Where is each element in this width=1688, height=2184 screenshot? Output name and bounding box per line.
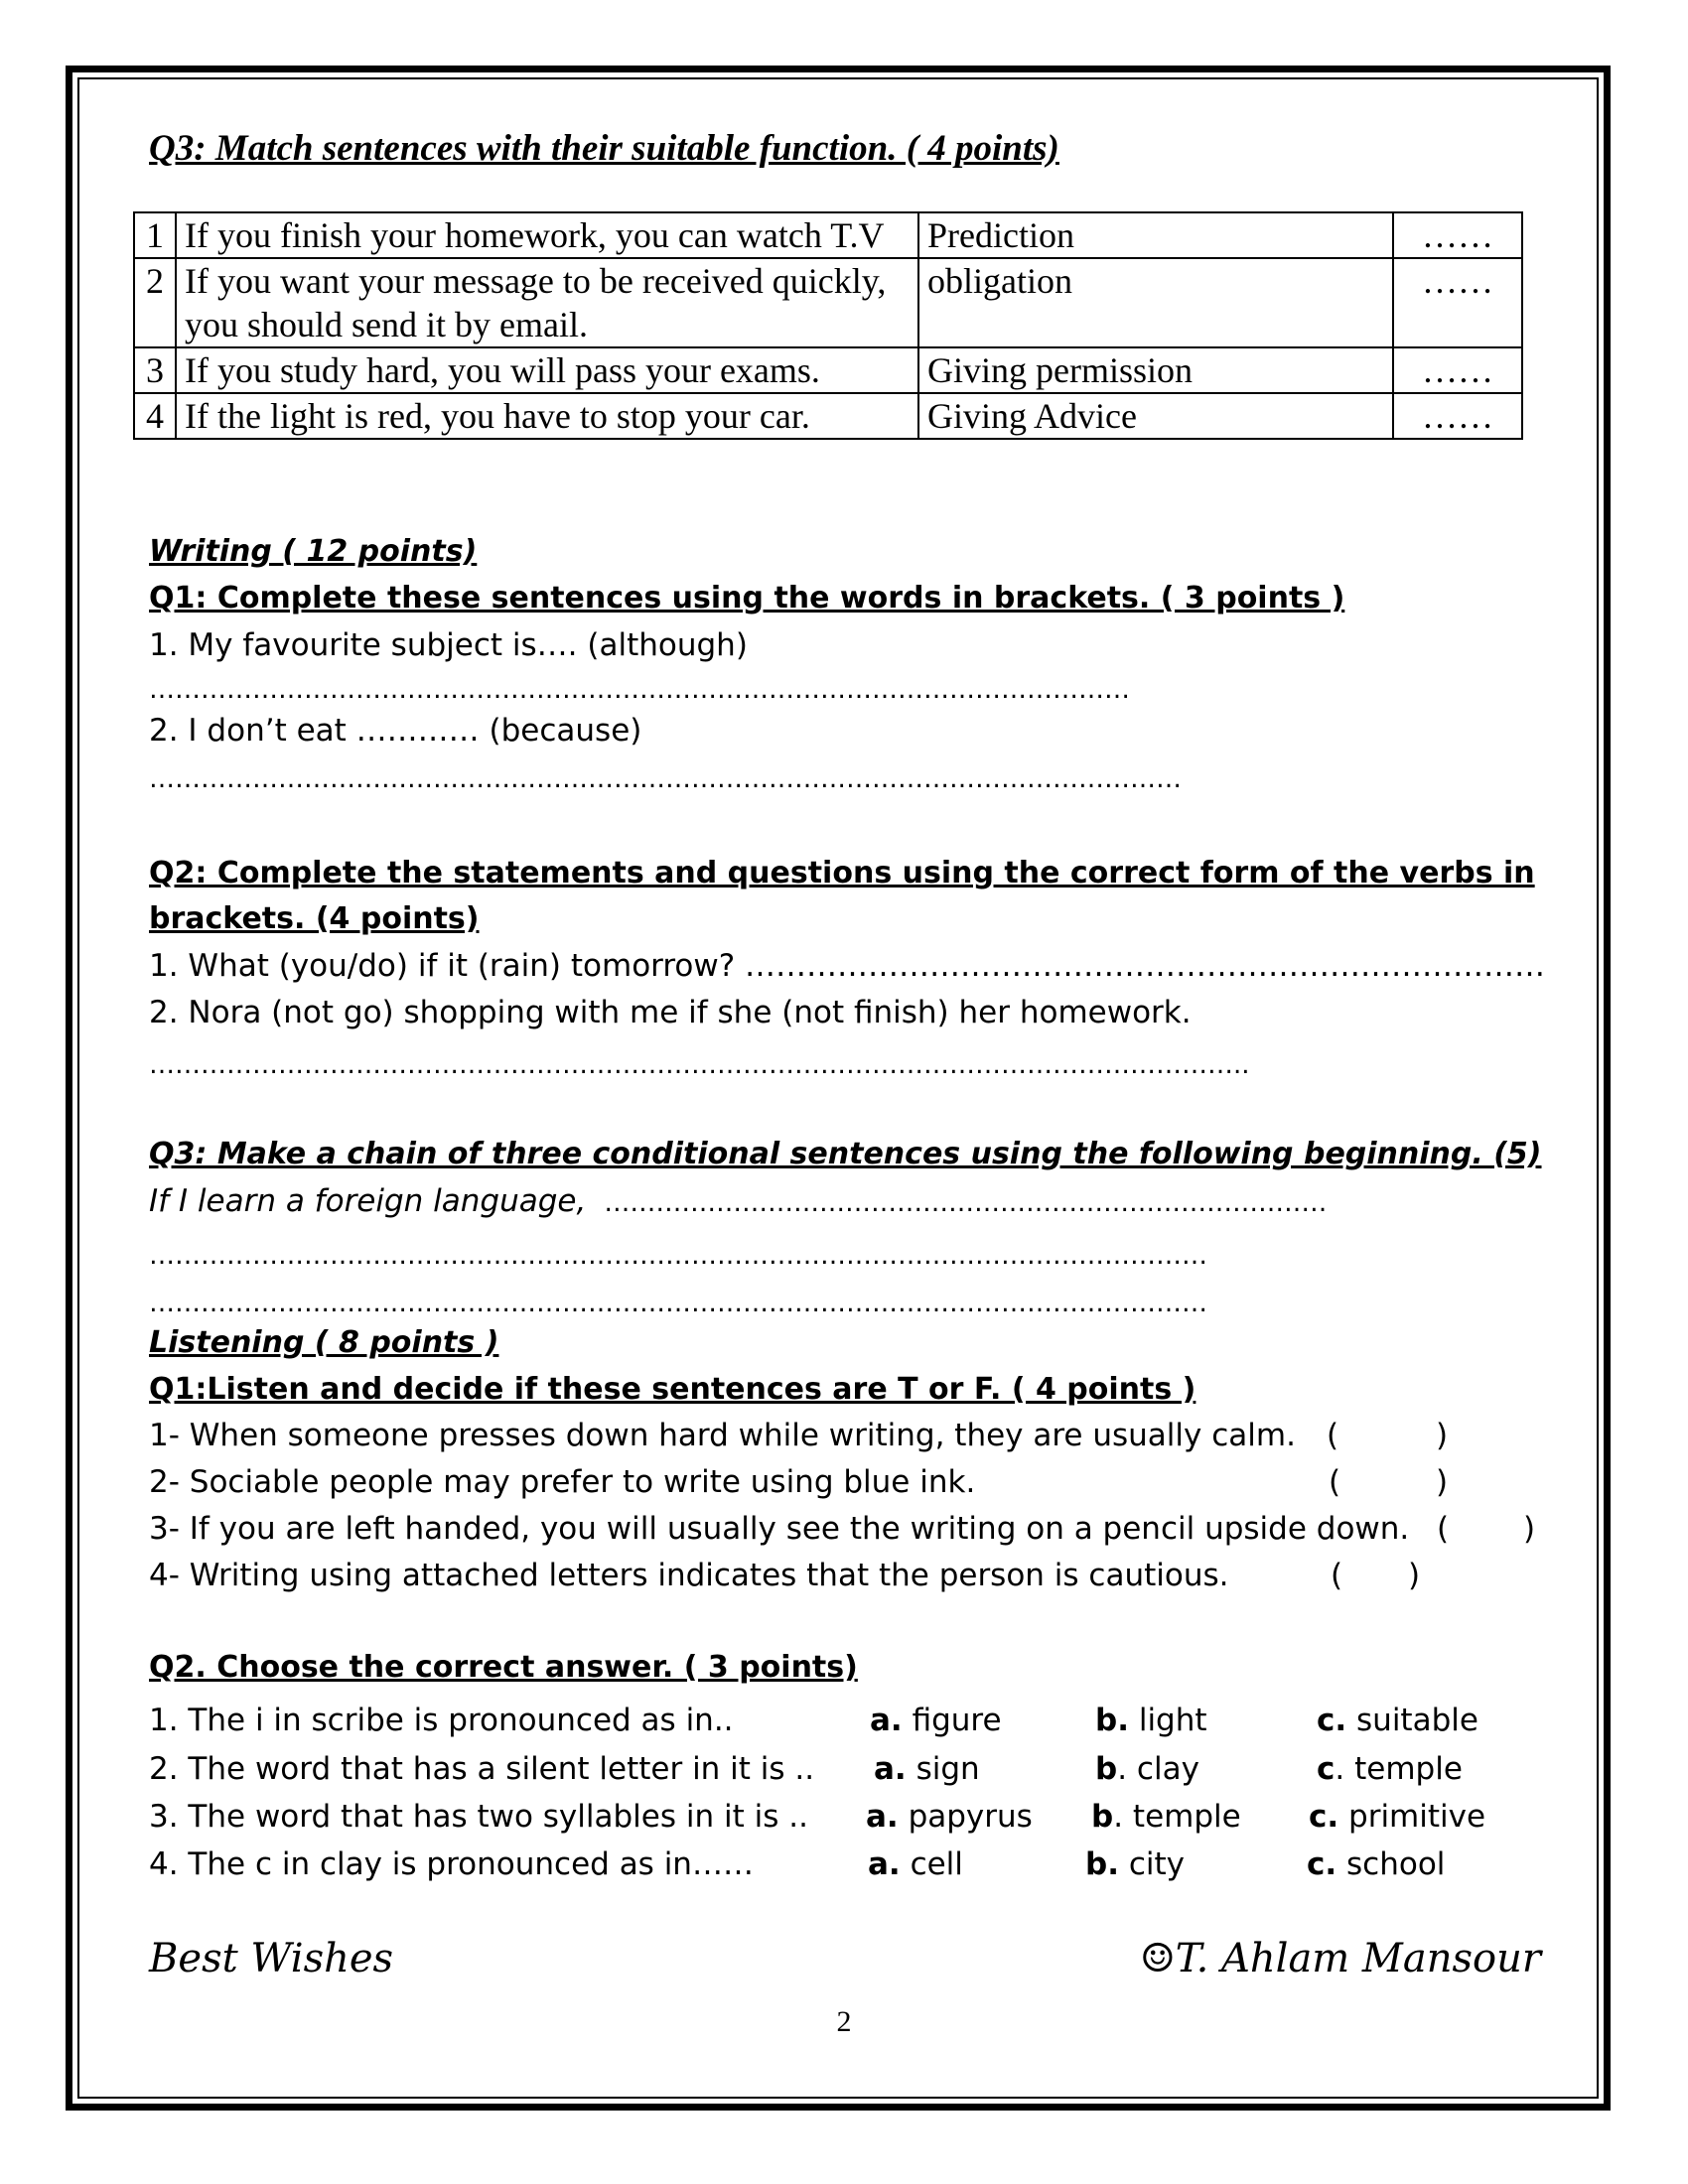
option-text: papyrus [908, 1799, 1033, 1835]
option-letter: c. [1307, 1846, 1337, 1882]
best-wishes: Best Wishes [149, 1936, 394, 1981]
tf-open-paren: ( [1329, 1464, 1341, 1500]
match-row-sentence: If you study hard, you will pass your exams. [176, 347, 918, 393]
writing-q2-item-1: 1. What (you/do) if it (rain) tomorrow? …………………………………………………………………… [149, 948, 1546, 984]
option-text: . temple [1335, 1751, 1463, 1787]
tf-close-paren: ) [1436, 1464, 1449, 1500]
writing-q3-heading: Q3: Make a chain of three conditional sentences using the following beginning. (5) [149, 1137, 1542, 1171]
match-row-function: Giving Advice [918, 393, 1393, 439]
option-text: light [1138, 1703, 1207, 1738]
option-text: cell [910, 1846, 963, 1882]
writing-q1-item-1: 1. My favourite subject is…. (although) [149, 627, 748, 663]
mcq-item-4-option-b[interactable] [1085, 1846, 1185, 1882]
mcq-item-3-option-a[interactable] [866, 1799, 1033, 1835]
match-row-answer-blank[interactable]: …… [1393, 258, 1522, 347]
option-letter: b [1095, 1751, 1118, 1787]
mcq-item-1-stem: 1. The i in scribe is pronounced as in.. [149, 1703, 734, 1738]
option-text: figure [912, 1703, 1002, 1738]
listening-q1-item-2: 2- Sociable people may prefer to write using blue ink. [149, 1464, 976, 1500]
match-row [134, 347, 1522, 393]
option-letter: a. [874, 1751, 907, 1787]
match-row-answer-blank[interactable]: …… [1393, 212, 1522, 258]
option-letter: a. [870, 1703, 903, 1738]
match-row-answer-blank[interactable]: …… [1393, 393, 1522, 439]
tf-open-paren: ( [1437, 1511, 1450, 1547]
mcq-item-1-option-c[interactable] [1317, 1703, 1478, 1738]
page-number: 2 [836, 2005, 852, 2038]
writing-heading: Writing ( 12 points) [149, 534, 478, 569]
option-letter: a. [866, 1799, 899, 1835]
match-row-number: 3 [134, 347, 176, 393]
listening-q1-item-3: 3- If you are left handed, you will usually see the writing on a pencil upside down. [149, 1511, 1410, 1547]
writing-q3-answer-line-1[interactable]: …………………………………………………………………………………………………………… [149, 1241, 1207, 1271]
writing-q2-item-2: 2. Nora (not go) shopping with me if she (not finish) her homework. [149, 995, 1192, 1030]
match-row-number: 4 [134, 393, 176, 439]
match-table [133, 211, 1523, 440]
match-row-function: Giving permission [918, 347, 1393, 393]
option-letter: b. [1085, 1846, 1119, 1882]
option-text: school [1346, 1846, 1446, 1882]
mcq-item-3-option-c[interactable] [1309, 1799, 1485, 1835]
option-text: city [1128, 1846, 1185, 1882]
writing-q2-heading-line-2: brackets. (4 points) [149, 901, 480, 936]
option-letter: b. [1095, 1703, 1129, 1738]
option-letter: b [1091, 1799, 1114, 1835]
option-letter: a. [868, 1846, 901, 1882]
match-row-number: 2 [134, 258, 176, 347]
writing-q3-answer-line-2[interactable]: …………………………………………………………………………………………………………… [149, 1289, 1207, 1318]
mcq-item-4-option-c[interactable] [1307, 1846, 1445, 1882]
q3-match-heading: Q3: Match sentences with their suitable function. ( 4 points) [149, 128, 1059, 169]
mcq-item-3-stem: 3. The word that has two syllables in it is .. [149, 1799, 808, 1835]
option-text: . temple [1113, 1799, 1241, 1835]
writing-q1-item-2: 2. I don’t eat ………… (because) [149, 713, 642, 749]
option-letter: c. [1309, 1799, 1339, 1835]
writing-q3-starter: If I learn a foreign language, [149, 1183, 587, 1219]
match-row-sentence: If you finish your homework, you can watch T.V [176, 212, 918, 258]
option-letter: c. [1317, 1703, 1347, 1738]
listening-q1-item-1: 1- When someone presses down hard while writing, they are usually calm. [149, 1418, 1296, 1453]
writing-q3-starter-line [149, 1183, 1327, 1219]
writing-q1-answer-line-1[interactable]: …………………………………………………………………………………………………… [149, 675, 1130, 705]
tf-open-paren: ( [1327, 1418, 1339, 1453]
mcq-item-1-option-a[interactable] [870, 1703, 1002, 1738]
mcq-item-1-option-b[interactable] [1095, 1703, 1207, 1738]
match-row [134, 212, 1522, 258]
listening-q1-item-4: 4- Writing using attached letters indicates that the person is cautious. [149, 1558, 1229, 1593]
match-row-answer-blank[interactable]: …… [1393, 347, 1522, 393]
mcq-item-3-option-b[interactable] [1091, 1799, 1241, 1835]
match-row-sentence: If the light is red, you have to stop your car. [176, 393, 918, 439]
listening-q2-heading: Q2. Choose the correct answer. ( 3 points) [149, 1650, 858, 1685]
tf-open-paren: ( [1331, 1558, 1343, 1593]
tf-close-paren: ) [1523, 1511, 1536, 1547]
mcq-item-2-stem: 2. The word that has a silent letter in it is .. [149, 1751, 815, 1787]
match-row-function: Prediction [918, 212, 1393, 258]
tf-close-paren: ) [1436, 1418, 1449, 1453]
writing-q3-starter-dots[interactable]: ………………………………………………………………………… [604, 1188, 1328, 1218]
listening-q1-heading: Q1:Listen and decide if these sentences are T or F. ( 4 points ) [149, 1372, 1196, 1407]
listening-heading: Listening ( 8 points ) [149, 1325, 499, 1360]
mcq-item-2-option-b[interactable] [1095, 1751, 1199, 1787]
mcq-item-4-option-a[interactable] [868, 1846, 963, 1882]
mcq-item-2-option-c[interactable] [1317, 1751, 1463, 1787]
writing-q1-heading: Q1: Complete these sentences using the words in brackets. ( 3 points ) [149, 581, 1345, 615]
match-row-function: obligation [918, 258, 1393, 347]
match-row-number: 1 [134, 212, 176, 258]
writing-q2-answer-line[interactable]: ……………………………………………………………………………………………………………….. [149, 1050, 1250, 1080]
option-letter: c [1317, 1751, 1336, 1787]
mcq-item-4-stem: 4. The c in clay is pronounced as in…… [149, 1846, 754, 1882]
option-text: primitive [1348, 1799, 1486, 1835]
author-signature: ☺T. Ahlam Mansour [1139, 1936, 1541, 1981]
tf-close-paren: ) [1408, 1558, 1421, 1593]
match-row-sentence: If you want your message to be received quickly, you should send it by email. [176, 258, 918, 347]
match-row [134, 258, 1522, 347]
option-text: sign [915, 1751, 980, 1787]
writing-q2-heading-line-1: Q2: Complete the statements and questions using the correct form of the verbs in [149, 856, 1535, 890]
mcq-item-2-option-a[interactable] [874, 1751, 980, 1787]
option-text: . clay [1117, 1751, 1199, 1787]
match-row [134, 393, 1522, 439]
writing-q1-answer-line-2[interactable]: ………………………………………………………………………………………………………… [149, 764, 1182, 794]
option-text: suitable [1356, 1703, 1478, 1738]
